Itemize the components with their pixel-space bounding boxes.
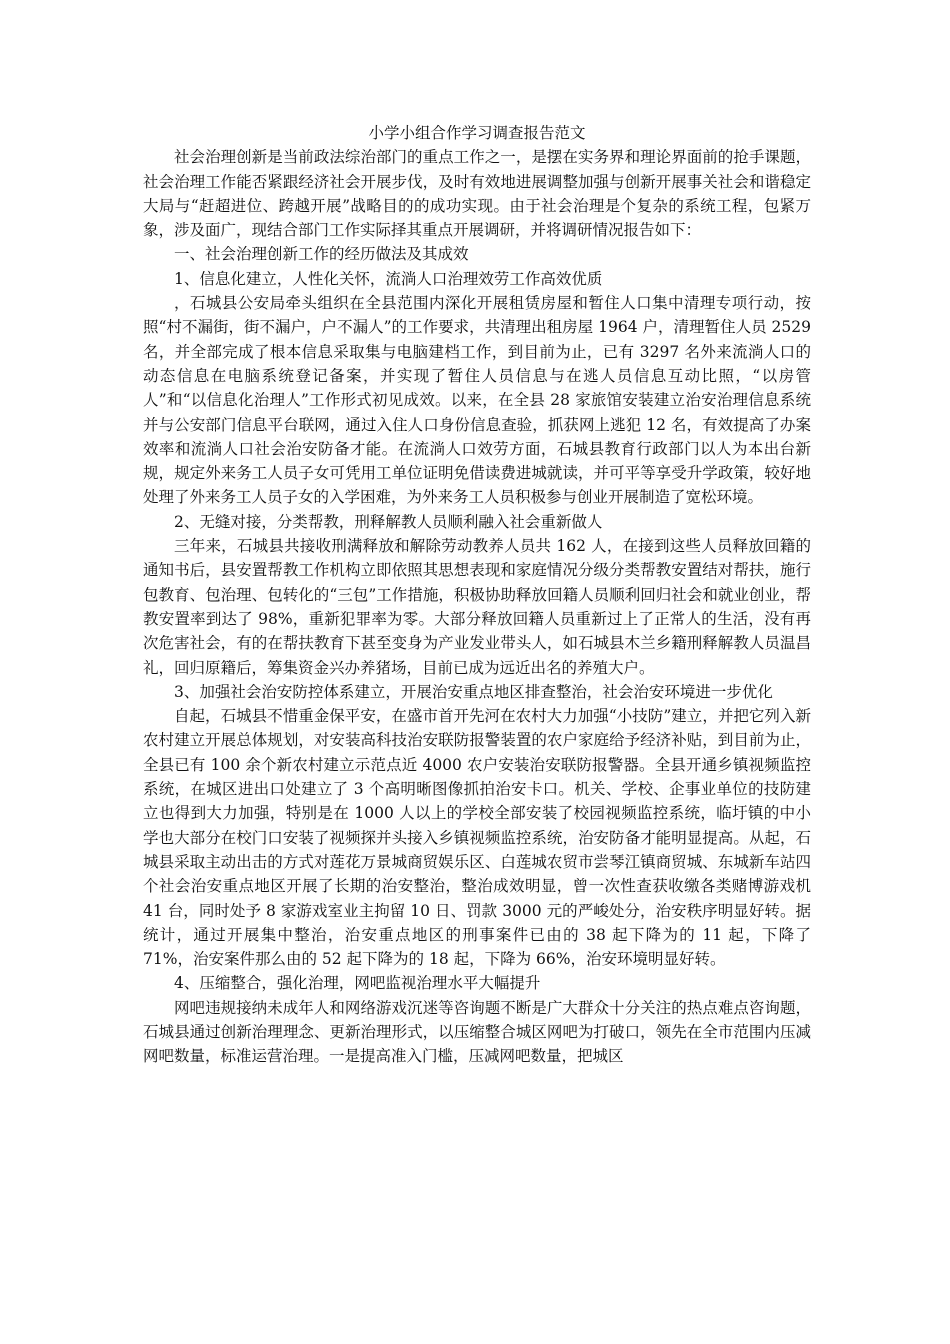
subsection-heading-4: 4、压缩整合，强化治理，网吧监视治理水平大幅提升 bbox=[174, 974, 541, 993]
paragraph-1: ，石城县公安局牵头组织在全县范围内深化开展租赁房屋和暂住人口集中清理专项行动，按照“村不漏街，街不漏户，户不漏人”的工作要求，共清理出租房屋 1964 户，清理暂住人员 2529 名，并全部完成了根本信息采取集与电脑建档工作，到目前为止，已有 3297 名外来流淌人口的动态信息在电脑系统登记备案，并实现了暂住人员信息与在逃人员信息互动比照，“以房管人”和“以信息化治理人”工作形式初见成效。以来，在全县 28 家旅馆安装建立治安治理信息系统并与公安部门信息平台联网，通过入住人口身份信息查验，抓获网上逃犯 12 名，有效提高了办案效率和流淌人口社会治安防备才能。在流淌人口效劳方面，石城县教育行政部门以人为本出台新规，规定外来务工人员子女可凭用工单位证明免借读费进城就读，并可平等享受升学政策，较好地处理了外来务工人员子女的入学困难，为外来务工人员积极参与创业开展制造了宽松环境。 bbox=[143, 294, 811, 507]
subsection-heading-1: 1、信息化建立，人性化关怀，流淌人口治理效劳工作高效优质 bbox=[174, 269, 603, 288]
paragraph-3: 自起，石城县不惜重金保平安，在盛市首开先河在农村大力加强“小技防”建立，并把它列入新农村建立开展总体规划，对安装高科技治安联防报警装置的农户家庭给予经济补贴，到目前为止，全县已有 100 余个新农村建立示范点近 4000 农户安装治安联防报警器。全县开通乡镇视频监控系统，在城区进出口处建立了 3 个高明晰图像抓拍治安卡口。机关、学校、企事业单位的技防建立也得到大力加强，特别是在 1000 人以上的学校全部安装了校园视频监控系统，临圩镇的中小学也大部分在校门口安装了视频探并头接入乡镇视频监控系统，治安防备才能明显提高。从起，石城县采取主动出击的方式对莲花万景城商贸娱乐区、白莲城农贸市尝琴江镇商贸城、东城新车站四个社会治安重点地区开展了长期的治安整治，整治成效明显，曾一次性查获收缴各类赌博游戏机 41 台，同时处予 8 家游戏室业主拘留 10 日、罚款 3000 元的严峻处分，治安秩序明显好转。据统计，通过开展集中整治，治安重点地区的刑事案件已由的 38 起下降为的 11 起，下降了 71%，治安案件那么由的 52 起下降为的 18 起，下降为 66%，治安环境明显好转。 bbox=[143, 707, 811, 969]
paragraph-2: 三年来，石城县共接收刑满释放和解除劳动教养人员共 162 人，在接到这些人员释放回籍的通知书后，县安置帮教工作机构立即依照其思想表现和家庭情况分级分类帮教安置结对帮扶，施行包教育、包治理、包转化的“三包”工作措施，积极协助释放回籍人员顺利回归社会和就业创业，帮教安置率到达了 98%，重新犯罪率为零。大部分释放回籍人员重新过上了正常人的生活，没有再次危害社会，有的在帮扶教育下甚至变身为产业发业带头人，如石城县木兰乡籍刑释解教人员温昌礼，回归原籍后，筹集资金兴办养猪场，目前已成为远近出名的养殖大户。 bbox=[143, 537, 811, 677]
subsection-heading-2: 2、无缝对接，分类帮教，刑释解教人员顺利融入社会重新做人 bbox=[174, 512, 603, 531]
paragraph-4: 网吧违规接纳未成年人和网络游戏沉迷等咨询题不断是广大群众十分关注的热点难点咨询题，石城县通过创新治理理念、更新治理形式，以压缩整合城区网吧为打破口，领先在全市范围内压减网吧数量，标准运营治理。一是提高准入门槛，压减网吧数量，把城区 bbox=[143, 998, 811, 1066]
document-page bbox=[143, 121, 811, 1069]
section-heading-1: 一、社会治理创新工作的经历做法及其成效 bbox=[174, 245, 469, 264]
document-title: 小学小组合作学习调查报告范文 bbox=[368, 124, 586, 142]
paragraph-intro: 社会治理创新是当前政法综治部门的重点工作之一，是摆在实务界和理论界面前的抢手课题，社会治理工作能否紧跟经济社会开展步伐，及时有效地进展调整加强与创新开展事关社会和谐稳定大局与“赶超进位、跨越开展”战略目的的成功实现。由于社会治理是个复杂的系统工程，包紧万象，涉及面广，现结合部门工作实际择其重点开展调研，并将调研情况报告如下： bbox=[143, 148, 811, 240]
subsection-heading-3: 3、加强社会治安防控体系建立，开展治安重点地区排查整治，社会治安环境进一步优化 bbox=[174, 682, 773, 701]
